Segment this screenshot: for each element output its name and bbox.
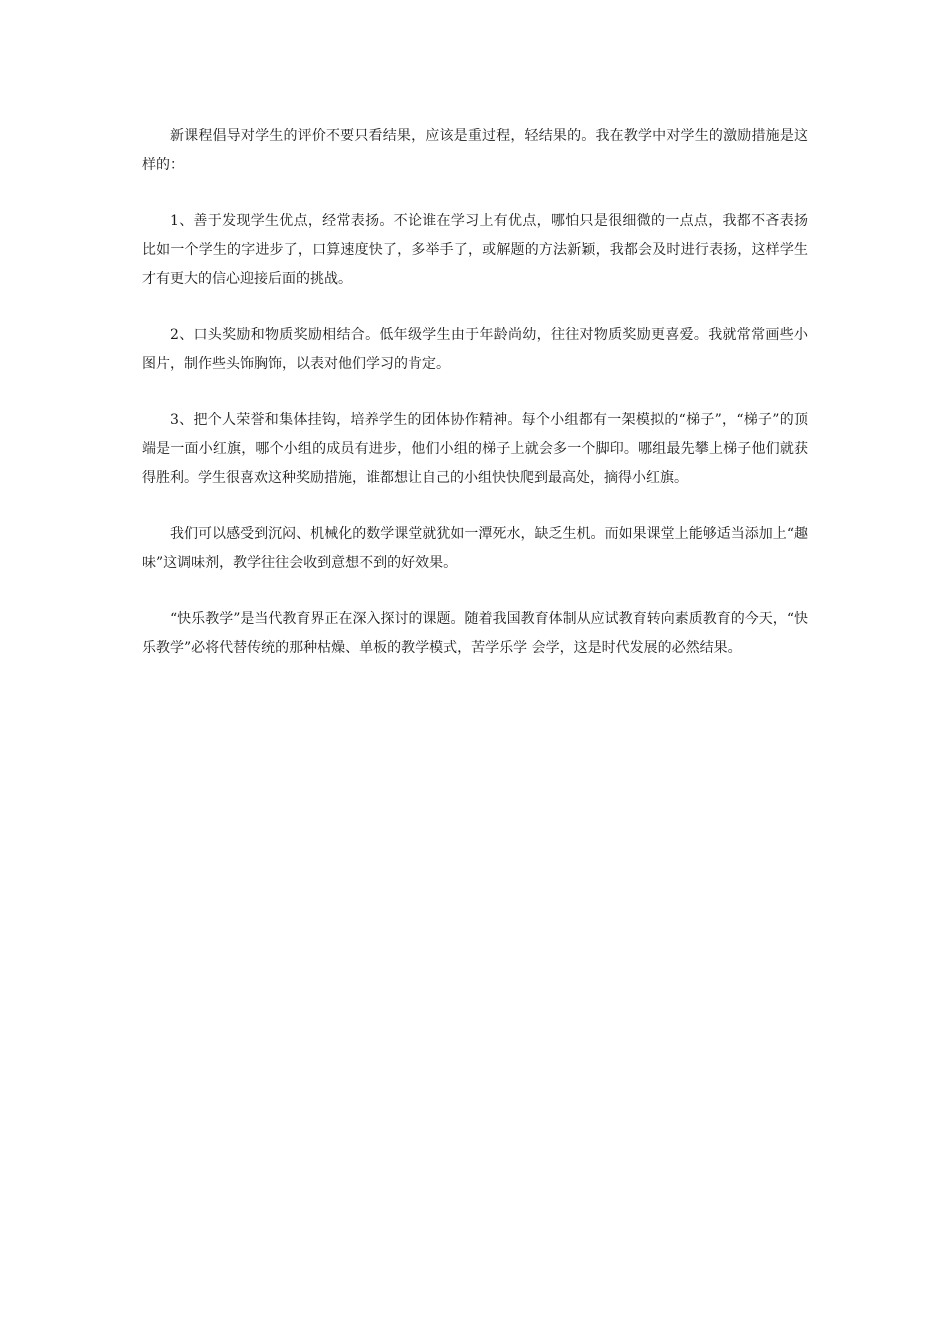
paragraph-point-3: 3、把个人荣誉和集体挂钩，培养学生的团体协作精神。每个小组都有一架模拟的“梯子”，“梯子”的顶端是一面小红旗，哪个小组的成员有进步，他们小组的梯子上就会多一个脚印。哪组最先攀上梯子他们就获得胜利。学生很喜欢这种奖励措施，谁都想让自己的小组快快爬到最高处，摘得小红旗。 (142, 412, 808, 486)
document-body (142, 122, 808, 663)
paragraph-point-1: 1、善于发现学生优点，经常表扬。不论谁在学习上有优点，哪怕只是很细微的一点点，我都不吝表扬比如一个学生的字进步了，口算速度快了，多举手了，或解题的方法新颖，我都会及时进行表扬，这样学生才有更大的信心迎接后面的挑战。 (142, 213, 808, 287)
paragraph-point-2: 2、口头奖励和物质奖励相结合。低年级学生由于年龄尚幼，往往对物质奖励更喜爱。我就常常画些小图片，制作些头饰胸饰，以表对他们学习的肯定。 (142, 327, 808, 372)
paragraph-reflection: 我们可以感受到沉闷、机械化的数学课堂就犹如一潭死水，缺乏生机。而如果课堂上能够适当添加上“趣味”这调味剂，教学往往会收到意想不到的好效果。 (142, 526, 808, 571)
paragraph-intro: 新课程倡导对学生的评价不要只看结果，应该是重过程，轻结果的。我在教学中对学生的激励措施是这样的： (142, 128, 808, 173)
paragraph-conclusion: “快乐教学”是当代教育界正在深入探讨的课题。随着我国教育体制从应试教育转向素质教育的今天，“快乐教学”必将代替传统的那种枯燥、单板的教学模式，苦学乐学 会学，这是时代发展的必然结果。 (142, 611, 808, 656)
